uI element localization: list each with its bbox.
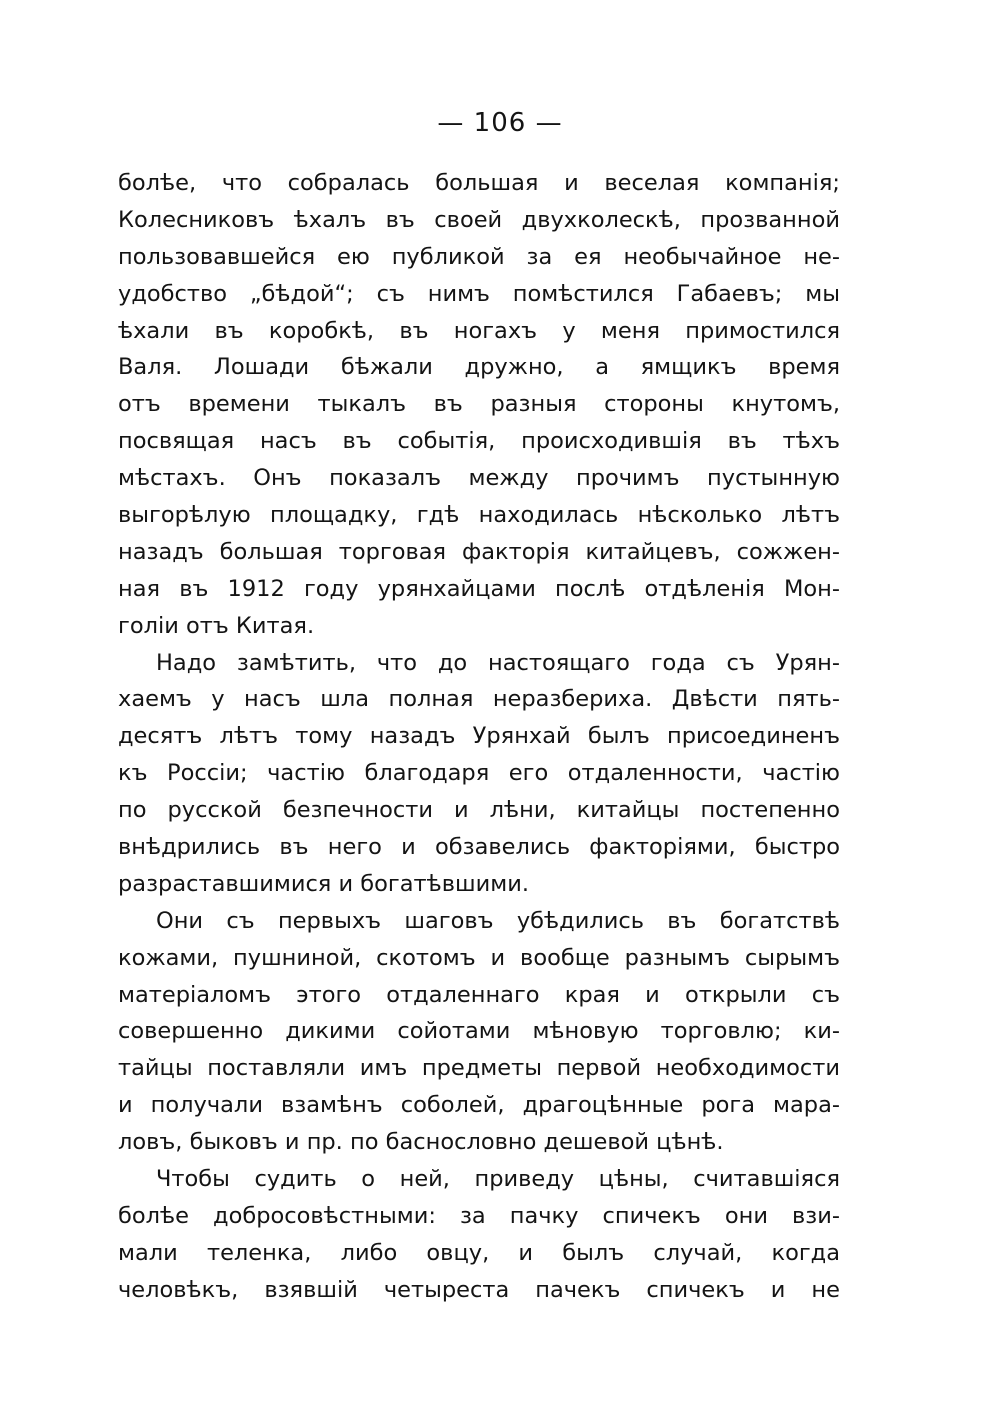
text-line: удобство „бѣдой“; съ нимъ помѣстился Габаевъ; мы	[118, 280, 840, 307]
text-line: мѣстахъ. Онъ показалъ между прочимъ пустынную	[118, 465, 840, 492]
text-line: ловъ, быковъ и пр. по баснословно дешевой цѣнѣ.	[118, 1129, 724, 1156]
text-line: Колесниковъ ѣхалъ въ своей двухколескѣ, прозванной	[118, 206, 840, 233]
text-line: хаемъ у насъ шла полная неразбериха. Двѣсти пять-	[118, 686, 840, 713]
page-number: — 106 —	[437, 108, 563, 138]
text-line: десятъ лѣтъ тому назадъ Урянхай былъ присоединенъ	[118, 723, 840, 750]
text-line: выгорѣлую площадку, гдѣ находилась нѣсколько лѣтъ	[118, 502, 840, 529]
text-line: тайцы поставляли имъ предметы первой необходимости	[118, 1055, 840, 1082]
text-line: кожами, пушниной, скотомъ и вообще разнымъ сырымъ	[118, 944, 840, 971]
text-line: ѣхали въ коробкѣ, въ ногахъ у меня примостился	[118, 317, 840, 344]
paragraph-first-line: Чтобы судить о ней, приведу цѣны, считавшіяся	[156, 1166, 840, 1193]
body-text	[118, 165, 840, 1309]
text-line: по русской безпечности и лѣни, китайцы постепенно	[118, 797, 840, 824]
text-line: разраставшимися и богатѣвшими.	[118, 870, 529, 897]
text-line: Валя. Лошади бѣжали дружно, а ямщикъ время	[118, 354, 840, 381]
text-line: матеріаломъ этого отдаленнаго края и открыли съ	[118, 981, 840, 1008]
text-line: болѣе добросовѣстными: за пачку спичекъ они взи-	[118, 1202, 840, 1229]
text-line: болѣе, что собралась большая и веселая компанія;	[118, 170, 840, 196]
text-line: къ Россіи; частію благодаря его отдаленности, частію	[118, 760, 840, 787]
text-line: назадъ большая торговая факторія китайцевъ, сожжен-	[118, 538, 840, 565]
text-line: посвящая насъ въ событія, происходившія въ тѣхъ	[118, 428, 840, 455]
paragraph-first-line: Они съ первыхъ шаговъ убѣдились въ богатствѣ	[156, 907, 840, 934]
text-line: и получали взамѣнъ соболей, драгоцѣнные рога мара-	[118, 1092, 840, 1119]
paragraph-first-line: Надо замѣтить, что до настоящаго года съ Урян-	[156, 649, 840, 676]
text-line: мали теленка, либо овцу, и былъ случай, когда	[118, 1239, 840, 1266]
text-line: ная въ 1912 году урянхайцами послѣ отдѣленія Мон-	[118, 575, 840, 602]
text-line: отъ времени тыкалъ въ разныя стороны кнутомъ,	[118, 391, 840, 418]
text-line: совершенно дикими сойотами мѣновую торговлю; ки-	[118, 1018, 840, 1045]
text-line: человѣкъ, взявшій четыреста пачекъ спичекъ и не	[118, 1276, 840, 1303]
text-line: внѣдрились въ него и обзавелись факторіями, быстро	[118, 834, 840, 861]
text-line: голіи отъ Китая.	[118, 612, 315, 639]
text-line: пользовавшейся ею публикой за ея необычайное не-	[118, 243, 840, 270]
